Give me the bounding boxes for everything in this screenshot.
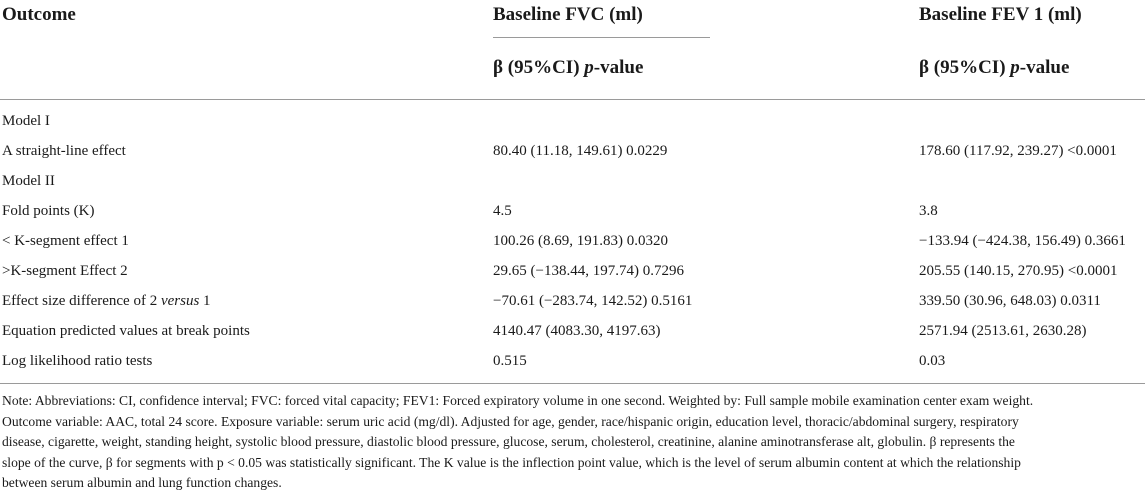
fev1-value: 0.03 (919, 353, 946, 369)
footnote-line: disease, cigarette, weight, standing height, systolic blood pressure, diastolic blood pressure, glucose, serum, cholesterol, creatinine, alanine aminotransferase alt, globulin. β represents the (2, 434, 1015, 449)
row-label: Log likelihood ratio tests (2, 353, 153, 369)
row-label: Effect size difference of 2 versus 1 (2, 293, 211, 309)
header-bottom-rule (0, 99, 1145, 100)
row-label: Model II (2, 173, 55, 189)
fvc-value: 80.40 (11.18, 149.61) 0.0229 (493, 143, 668, 159)
fev1-value: 3.8 (919, 203, 938, 219)
table-footnote (2, 391, 1138, 494)
row-label: >K-segment Effect 2 (2, 263, 128, 279)
fev1-value: −133.94 (−424.38, 156.49) 0.3661 (919, 233, 1126, 249)
fvc-value: 0.515 (493, 353, 527, 369)
row-label: Model I (2, 113, 50, 129)
fev1-value: 2571.94 (2513.61, 2630.28) (919, 323, 1087, 339)
footnote-line: slope of the curve, β for segments with p < 0.05 was statistically significant. The K value is the inflection point value, which is the level of serum albumin content at which the relationship (2, 454, 1021, 470)
header-fev1: Baseline FEV 1 (ml) (919, 4, 1082, 25)
footnote-line: Outcome variable: AAC, total 24 score. Exposure variable: serum uric acid (mg/dl). Adjusted for age, gender, race/hispanic origin, education level, thoracic/abdominal surgery, respiratory (2, 413, 1019, 429)
fvc-value: 100.26 (8.69, 191.83) 0.0320 (493, 233, 668, 249)
fev1-value: 205.55 (140.15, 270.95) <0.0001 (919, 263, 1118, 279)
subheader-fev1: β (95%CI) p-value (919, 57, 1070, 78)
header-outcome: Outcome (2, 4, 76, 25)
footnote-line: between serum albumin and lung function changes. (2, 475, 282, 490)
row-label: Fold points (K) (2, 203, 95, 219)
fvc-value: 4.5 (493, 203, 512, 219)
footnote-line: Note: Abbreviations: CI, confidence interval; FVC: forced vital capacity; FEV1: Forced expiratory volume in one second. Weighted by: Full sample mobile examination center exam weight. (2, 393, 1034, 408)
fev1-value: 339.50 (30.96, 648.03) 0.0311 (919, 293, 1101, 309)
fev1-value: 178.60 (117.92, 239.27) <0.0001 (919, 143, 1117, 159)
row-label: < K-segment effect 1 (2, 233, 129, 249)
row-label: Equation predicted values at break points (2, 323, 250, 339)
fvc-value: 4140.47 (4083.30, 4197.63) (493, 323, 661, 339)
header-subrule-fvc (493, 37, 710, 38)
row-label: A straight-line effect (2, 143, 126, 159)
fvc-value: −70.61 (−283.74, 142.52) 0.5161 (493, 293, 693, 309)
table-bottom-rule (0, 383, 1145, 384)
fvc-value: 29.65 (−138.44, 197.74) 0.7296 (493, 263, 684, 279)
subheader-fvc: β (95%CI) p-value (493, 57, 644, 78)
header-fvc: Baseline FVC (ml) (493, 4, 643, 25)
